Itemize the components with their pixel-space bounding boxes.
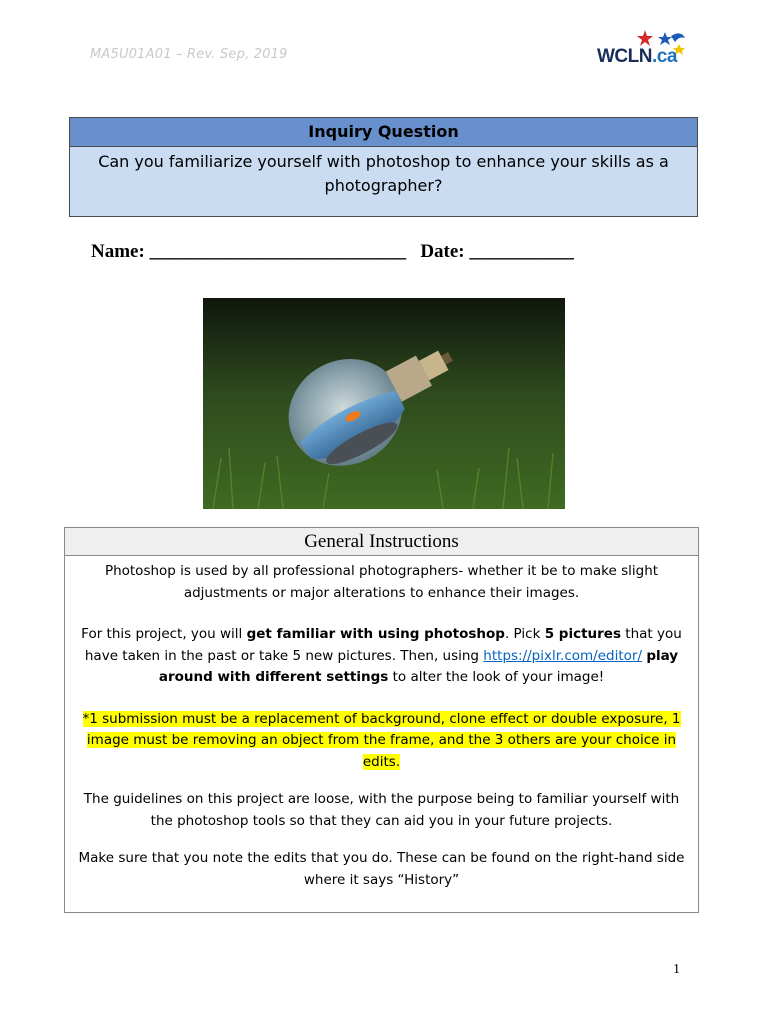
logo-suffix: .ca <box>651 46 677 67</box>
instructions-heading: General Instructions <box>65 528 698 556</box>
instructions-paragraph-1: Photoshop is used by all professional photographers- whether it be to make slight adjustments or major alterations to enhance their images. <box>104 563 659 601</box>
wcln-logo <box>597 28 693 74</box>
page-number: 1 <box>673 962 680 977</box>
instructions-paragraph-5: Make sure that you note the edits that you do. These can be found on the right-hand side where it says “History” <box>78 850 685 888</box>
instructions-paragraph-2: For this project, you will get familiar with using photoshop. Pick 5 pictures that you have taken in the past or take 5 new pictures. Then, using https://pixlr.com/editor/ play around with different settings to alter the look of your image! <box>81 626 682 685</box>
document-code: MA5U01A01 – Rev. Sep, 2019 <box>90 47 288 62</box>
name-date-row <box>91 241 574 263</box>
instructions-paragraph-4: The guidelines on this project are loose, with the purpose being to familiar yourself with the photoshop tools so that they can aid you in your future projects. <box>83 791 680 829</box>
date-label: Date: <box>420 241 465 262</box>
logo-text: WCLN <box>597 46 652 67</box>
inquiry-question: Can you familiarize yourself with photoshop to enhance your skills as a photographer? <box>98 152 669 195</box>
instructions-paragraph-3 <box>73 709 690 774</box>
instructions-body <box>65 556 698 891</box>
lightbulb-photo <box>203 298 565 509</box>
instructions-box <box>64 527 699 913</box>
pixlr-link[interactable]: https://pixlr.com/editor/ <box>483 647 643 664</box>
inquiry-box <box>69 117 698 217</box>
date-blank[interactable]: ___________ <box>469 241 574 262</box>
name-label: Name: <box>91 241 145 262</box>
highlighted-requirement: *1 submission must be a replacement of background, clone effect or double exposure, 1 image must be removing an object from the frame, and the 3 others are your choice in edits. <box>82 710 681 770</box>
inquiry-heading: Inquiry Question <box>70 118 697 147</box>
name-blank[interactable]: ___________________________ <box>149 241 407 262</box>
